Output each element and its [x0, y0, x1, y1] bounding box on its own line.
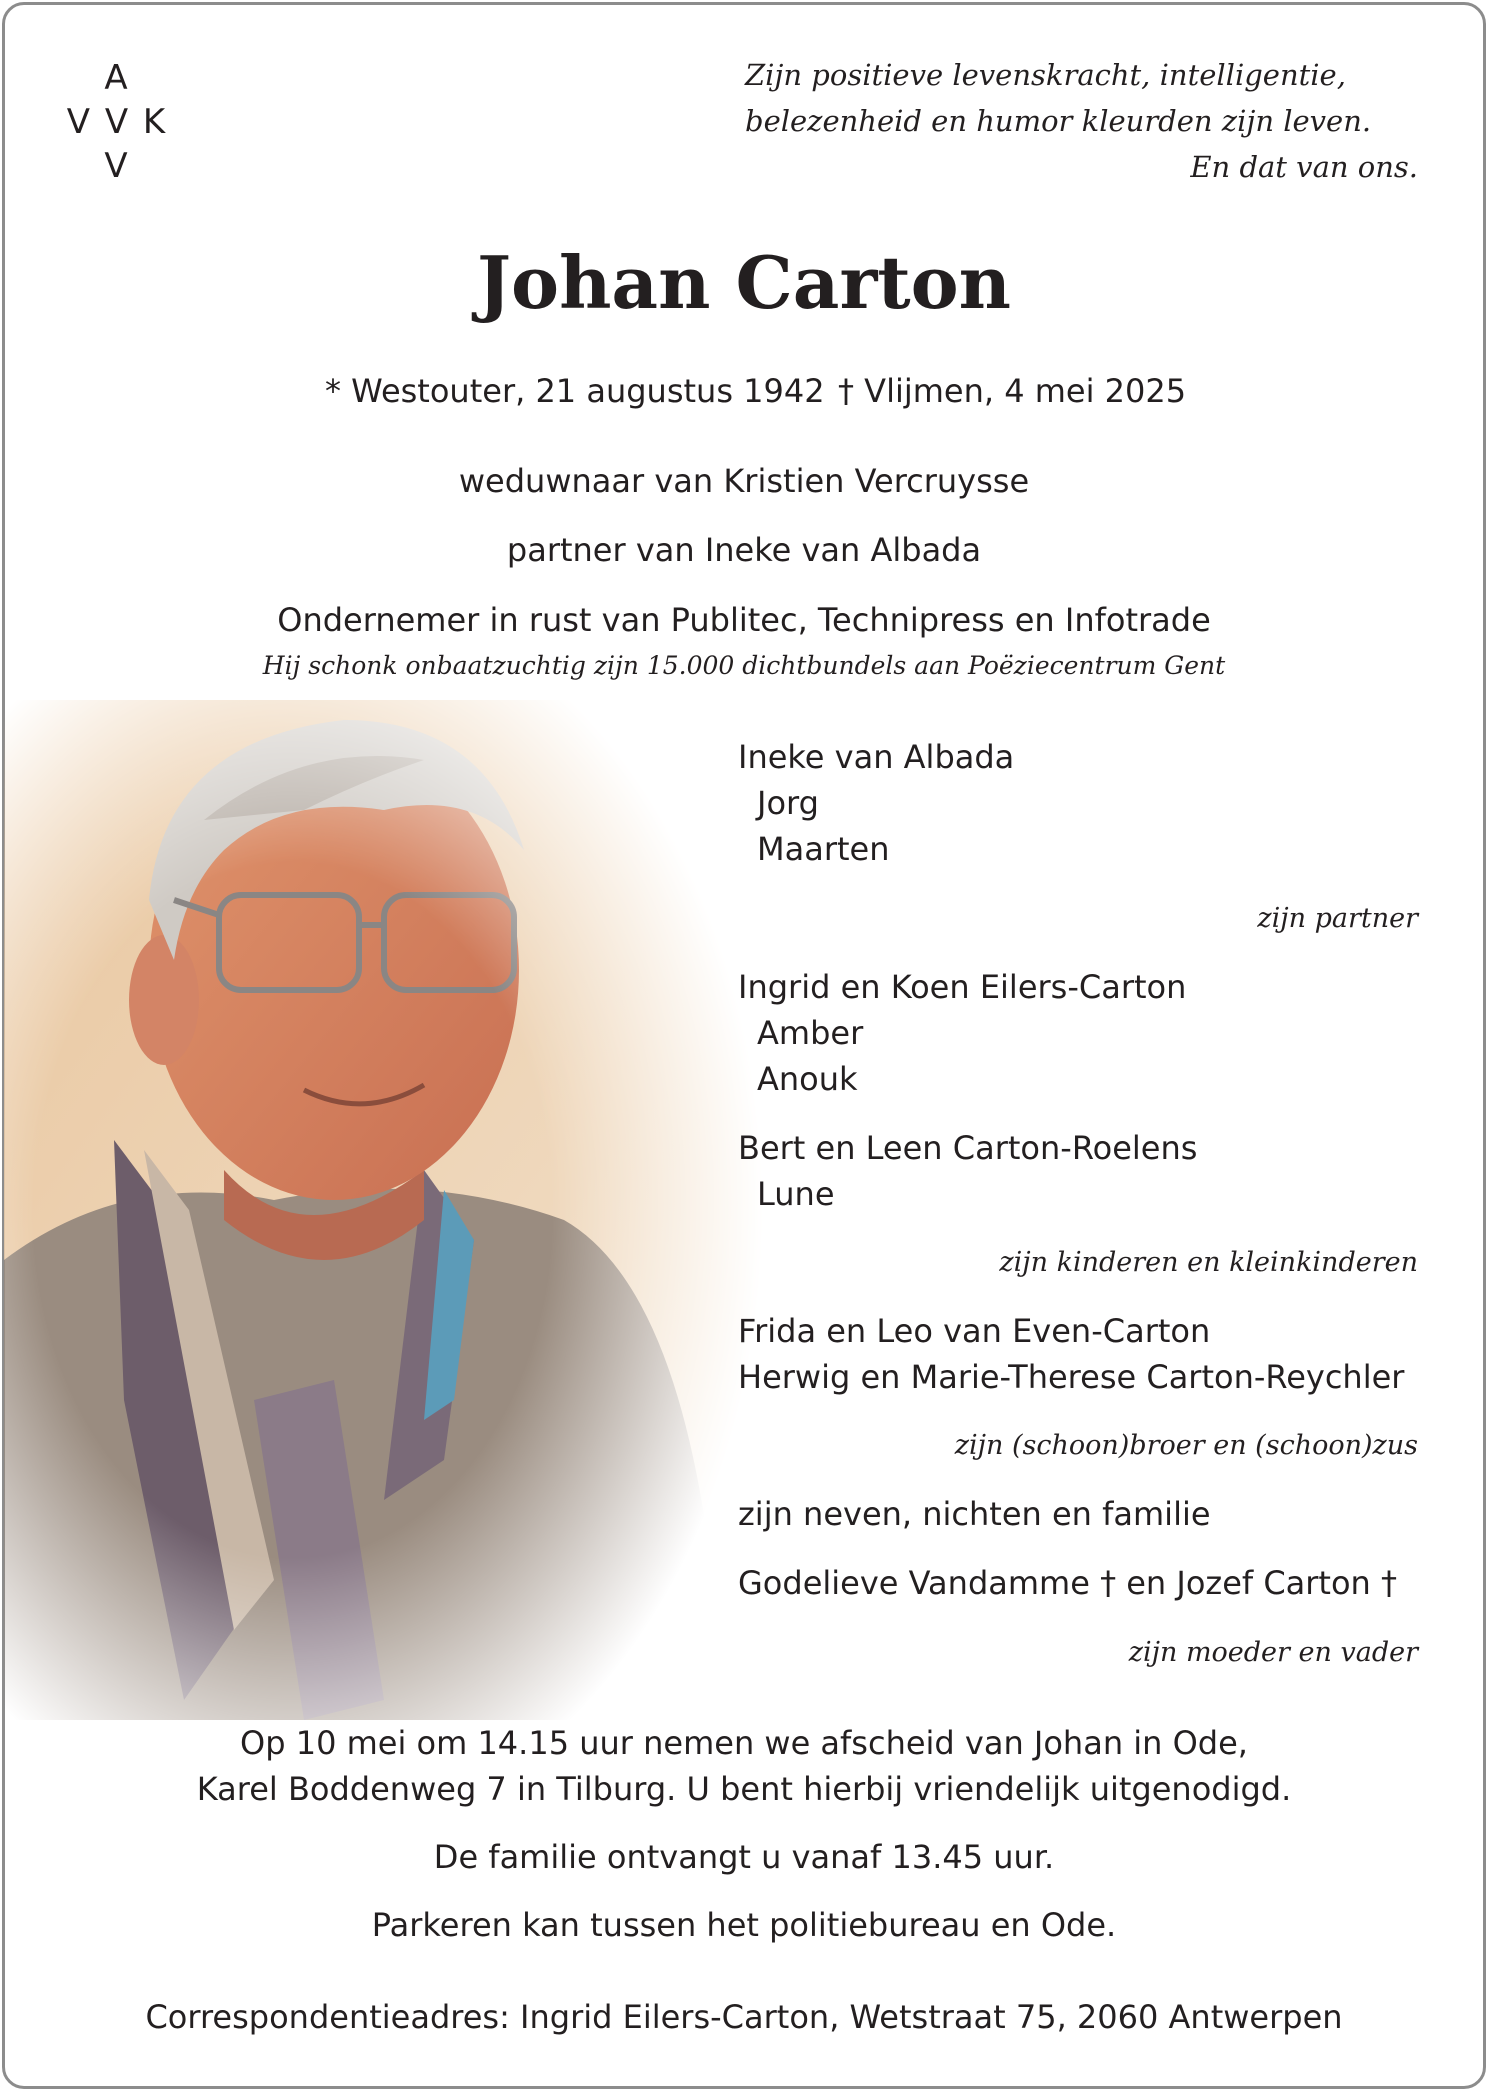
death-date: † Vlijmen, 4 mei 2025 [838, 372, 1187, 410]
deceased-name: Johan Carton [476, 240, 1012, 325]
family-g6-label: zijn moeder en vader [1128, 1637, 1418, 1668]
quote-line-2: belezenheid en humor kleurden zijn leven. [745, 104, 1372, 138]
correspondence-address: Correspondentieadres: Ingrid Eilers-Carton, Wetstraat 75, 2060 Antwerpen [145, 1998, 1343, 2036]
family-g2-child-1: Amber [757, 1014, 864, 1052]
portrait-photo [4, 700, 764, 1720]
family-g1-child-2: Maarten [757, 830, 890, 868]
monogram [62, 56, 172, 188]
family-g3-child-1: Lune [757, 1175, 835, 1213]
family-g4-name-1: Frida en Leo van Even-Carton [738, 1312, 1211, 1350]
family-g1-label: zijn partner [1257, 903, 1418, 934]
family-g1-name: Ineke van Albada [738, 738, 1015, 776]
monogram-middle: V V K [66, 102, 168, 142]
widower-line: weduwnaar van Kristien Vercruysse [458, 462, 1030, 500]
family-g2-child-2: Anouk [757, 1060, 858, 1098]
family-g3-label: zijn kinderen en kleinkinderen [999, 1247, 1418, 1278]
ceremony-line-1: Op 10 mei om 14.15 uur nemen we afscheid van Johan in Ode, [240, 1724, 1248, 1762]
family-g5-name: zijn neven, nichten en familie [738, 1495, 1211, 1533]
quote-line-1: Zijn positieve levenskracht, intelligentie, [745, 58, 1346, 92]
parking-line: Parkeren kan tussen het politiebureau en Ode. [371, 1906, 1117, 1944]
career-line: Ondernemer in rust van Publitec, Technipress en Infotrade [277, 601, 1211, 639]
family-g4-label: zijn (schoon)broer en (schoon)zus [954, 1430, 1418, 1461]
ceremony-line-2: Karel Boddenweg 7 in Tilburg. U bent hierbij vriendelijk uitgenodigd. [196, 1770, 1292, 1808]
partner-line: partner van Ineke van Albada [506, 531, 982, 569]
gift-line: Hij schonk onbaatzuchtig zijn 15.000 dichtbundels aan Poëziecentrum Gent [262, 651, 1226, 680]
family-g6-name: Godelieve Vandamme † en Jozef Carton † [738, 1564, 1397, 1602]
family-g4-name-2: Herwig en Marie-Therese Carton-Reychler [738, 1358, 1405, 1396]
family-g3-name: Bert en Leen Carton-Roelens [738, 1129, 1198, 1167]
family-g1-child-1: Jorg [757, 784, 819, 822]
family-g2-name: Ingrid en Koen Eilers-Carton [738, 968, 1187, 1006]
reception-line: De familie ontvangt u vanaf 13.45 uur. [433, 1838, 1055, 1876]
monogram-bottom: V [104, 146, 130, 186]
monogram-top: A [104, 58, 130, 98]
quote-line-3: En dat van ons. [1190, 150, 1418, 184]
birth-date: * Westouter, 21 augustus 1942 [325, 372, 825, 410]
